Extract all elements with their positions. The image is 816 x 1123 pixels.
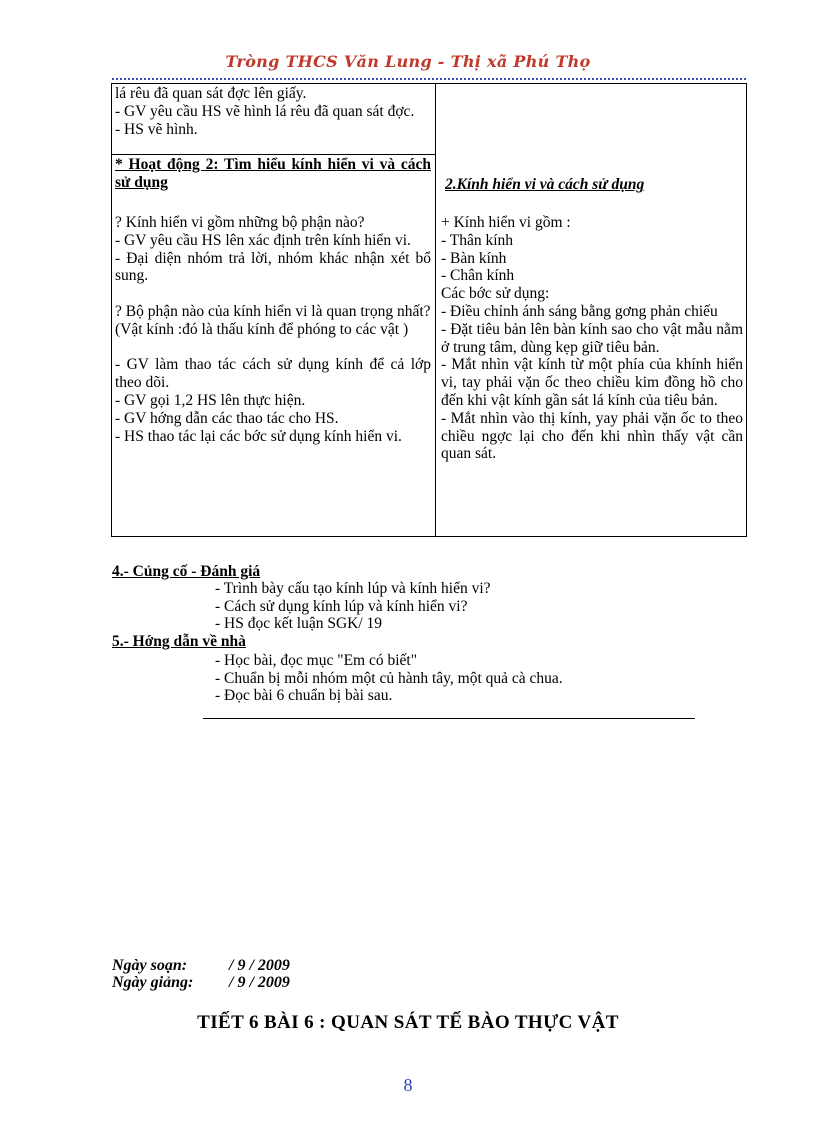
date-prepared bbox=[112, 957, 290, 975]
cell-line: - Bàn kính bbox=[441, 249, 507, 267]
cell-line: - HS thao tác lại các bớc sử dụng kính hiển vi. bbox=[115, 427, 402, 445]
date-value: / 9 / 2009 bbox=[229, 957, 290, 974]
section-2-heading: 2.Kính hiển vi và cách sử dụng bbox=[445, 176, 645, 193]
list-item: - Đọc bài 6 chuẩn bị bài sau. bbox=[215, 687, 393, 704]
row-divider bbox=[112, 154, 435, 155]
section-4-list bbox=[215, 580, 491, 633]
header-divider bbox=[112, 78, 746, 80]
date-taught bbox=[112, 974, 290, 992]
cell-line: lá rêu đã quan sát đợc lên giấy. bbox=[115, 85, 307, 102]
list-item: - Cách sử dụng kính lúp và kính hiển vi? bbox=[215, 597, 468, 615]
cell-line: - GV gọi 1,2 HS lên thực hiện. bbox=[115, 391, 306, 409]
cell-line: ? Bộ phận nào của kính hiển vi là quan trọng nhất? bbox=[115, 302, 431, 320]
lesson-title: TIẾT 6 BÀI 6 : QUAN SÁT TẾ BÀO THỰC VẬT bbox=[197, 1012, 619, 1033]
list-item: - Chuẩn bị mỗi nhóm một củ hành tây, một quả cà chua. bbox=[215, 669, 563, 687]
column-divider bbox=[435, 84, 436, 536]
cell-line: - Đặt tiêu bản lên bàn kính sao cho vật mẫu nằm ở trung tâm, dùng kẹp giữ tiêu bản. bbox=[441, 320, 743, 356]
page-number: 8 bbox=[403, 1075, 413, 1095]
date-value: / 9 / 2009 bbox=[229, 974, 290, 991]
lesson-table bbox=[111, 83, 747, 537]
cell-line: - GV yêu cầu HS vẽ hình lá rêu đã quan sát đợc. bbox=[115, 102, 415, 120]
section-4-title: 4.- Củng cố - Đánh giá bbox=[112, 563, 261, 580]
activity-2-title: * Hoạt động 2: Tìm hiểu kính hiển vi và cách sử dụng bbox=[115, 156, 431, 191]
date-label: Ngày giảng: bbox=[112, 974, 194, 991]
cell-line: - Đại diện nhóm trả lời, nhóm khác nhận xét bổ sung. bbox=[115, 249, 431, 285]
cell-line: - Chân kính bbox=[441, 267, 515, 285]
section-5-title: 5.- Hớng dẫn về nhà bbox=[112, 633, 246, 650]
left-activity-body bbox=[115, 214, 431, 445]
section-5-list bbox=[215, 652, 563, 705]
cell-line: - GV hớng dẫn các thao tác cho HS. bbox=[115, 409, 339, 427]
list-item: - Trình bày cấu tạo kính lúp và kính hiển vi? bbox=[215, 580, 491, 597]
cell-line: - GV yêu cầu HS lên xác định trên kính hiển vi. bbox=[115, 231, 411, 249]
cell-line: - Mắt nhìn vật kính từ một phía của khính hiển vi, tay phải vặn ốc theo chiều kim đồng hồ cho đến khi vật kính gần sát lá kính của tiêu bản. bbox=[441, 356, 743, 409]
section-divider bbox=[203, 718, 695, 719]
cell-line: Các bớc sử dụng: bbox=[441, 285, 550, 303]
cell-line: - HS vẽ hình. bbox=[115, 120, 198, 138]
cell-line: ? Kính hiển vi gồm những bộ phận nào? bbox=[115, 214, 365, 231]
page-header: Tròng THCS Văn Lung - Thị xã Phú Thọ bbox=[225, 52, 591, 71]
cell-line: - Mắt nhìn vào thị kính, yay phải vặn ốc to theo chiều ngợc lại cho đến khi nhìn thấy vật cần quan sát. bbox=[441, 409, 743, 463]
cell-line: + Kính hiển vi gồm : bbox=[441, 214, 571, 231]
cell-line: - GV làm thao tác cách sử dụng kính để cả lớp theo dõi. bbox=[115, 356, 431, 392]
left-top-cell bbox=[115, 85, 431, 138]
cell-line: - Thân kính bbox=[441, 231, 514, 249]
date-label: Ngày soạn: bbox=[112, 957, 188, 974]
cell-line: (Vật kính :đó là thấu kính để phóng to các vật ) bbox=[115, 320, 409, 338]
cell-line: - Điều chỉnh ánh sáng bằng gơng phản chiếu bbox=[441, 302, 718, 320]
list-item: - HS đọc kết luận SGK/ 19 bbox=[215, 615, 383, 632]
list-item: - Học bài, đọc mục "Em có biết" bbox=[215, 652, 418, 669]
right-content-body bbox=[441, 214, 743, 463]
